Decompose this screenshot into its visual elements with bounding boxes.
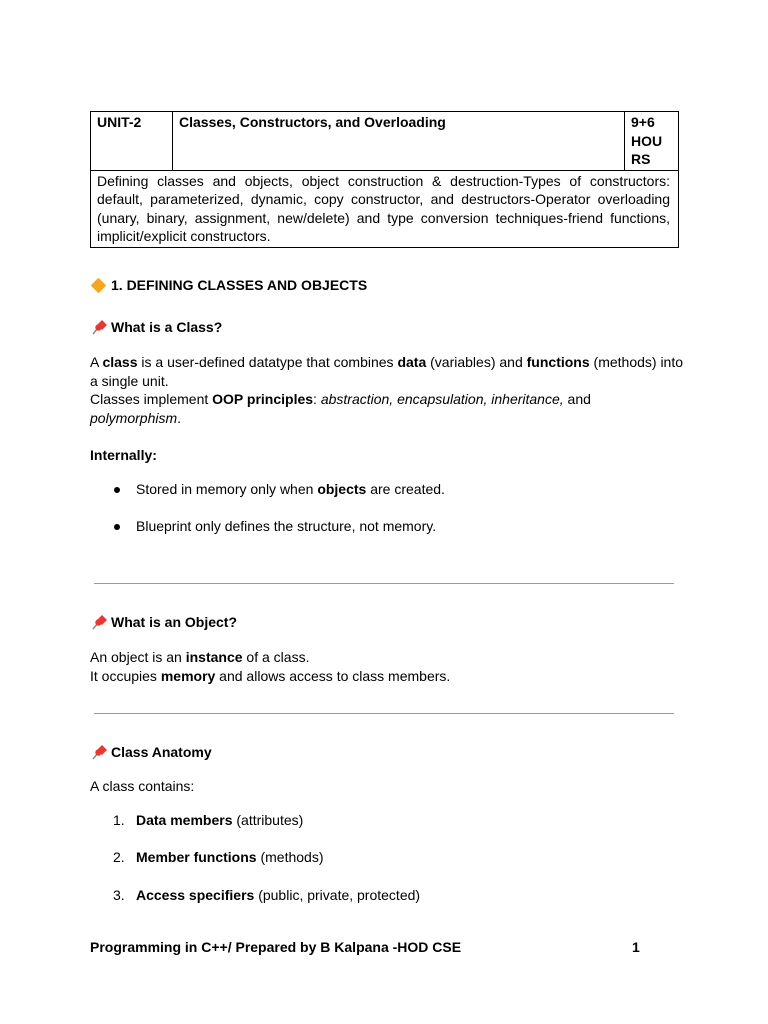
unit-hours-line2: HOU [631, 132, 663, 149]
bold-term-objects: objects [317, 481, 367, 497]
unit-description: Defining classes and objects, object construction & destruction-Types of constructors: default, parameterized, dynamic, copy constructor, and destructors-Operator overloading (unary, binary, assignment, new/delete) and type conversion techniques-friend functions, implicit/explicit constructors. [91, 170, 679, 247]
heading-text: What is an Object? [111, 614, 238, 630]
unit-title: Classes, Constructors, and Overloading [173, 112, 625, 171]
section-heading-defining-classes [90, 276, 367, 295]
heading-what-is-class [90, 318, 222, 337]
class-definition-line2: a single unit. [90, 373, 169, 389]
list-item [136, 811, 303, 830]
internally-label: Internally: [90, 447, 157, 463]
text-run: A [90, 354, 103, 370]
pushpin-icon [90, 319, 108, 335]
italic-polymorphism: polymorphism [90, 410, 178, 426]
oop-principles-line2 [90, 409, 690, 428]
bullet-item-2: Blueprint only defines the structure, not memory. [136, 518, 437, 534]
text-run: It occupies [90, 668, 161, 684]
text-run: and [563, 391, 591, 407]
list-item [136, 886, 420, 905]
bold-term: Data members [136, 812, 233, 828]
bullet-dot [114, 487, 120, 493]
section-heading-text: 1. DEFINING CLASSES AND OBJECTS [111, 277, 368, 293]
bold-term-oop: OOP principles [212, 391, 314, 407]
class-anatomy-intro: A class contains: [90, 778, 195, 794]
orange-diamond-icon [91, 278, 107, 294]
text-run: : [313, 391, 321, 407]
list-number: 1. [113, 812, 125, 828]
unit-table [90, 111, 679, 248]
heading-what-is-object [90, 613, 237, 632]
oop-principles-paragraph [90, 390, 690, 428]
unit-hours-line1: 9+6 [631, 114, 655, 130]
bold-term-instance: instance [185, 649, 243, 665]
horizontal-divider [94, 713, 674, 714]
text-run: (methods) into [589, 354, 684, 370]
text-run: . [177, 410, 182, 426]
unit-hours-line3: RS [631, 151, 651, 167]
bullet-dot [114, 524, 120, 530]
bullet-item-1 [136, 480, 445, 499]
text-run: (attributes) [232, 812, 304, 828]
heading-text: What is a Class? [111, 319, 223, 335]
page-number: 1 [632, 939, 640, 955]
class-definition-paragraph [90, 353, 690, 391]
object-definition-paragraph [90, 648, 690, 686]
pushpin-icon [90, 744, 108, 760]
bold-term-memory: memory [160, 668, 216, 684]
text-run: (methods) [256, 849, 324, 865]
heading-text: Class Anatomy [111, 744, 212, 760]
bold-term-data: data [397, 354, 427, 370]
bold-term-functions: functions [526, 354, 590, 370]
pushpin-icon [90, 614, 108, 630]
text-run: and allows access to class members. [215, 668, 451, 684]
list-number: 2. [113, 849, 125, 865]
unit-number: UNIT-2 [91, 112, 173, 171]
unit-hours [625, 112, 679, 171]
page-footer: Programming in C++/ Prepared by B Kalpana -HOD CSE [90, 939, 462, 955]
text-run: of a class. [242, 649, 310, 665]
class-definition-line1 [90, 353, 690, 372]
text-run: are created. [366, 481, 445, 497]
text-run: Classes implement [90, 391, 213, 407]
list-item [136, 848, 324, 867]
horizontal-divider [94, 583, 674, 584]
list-number: 3. [113, 887, 125, 903]
bold-term: Member functions [136, 849, 257, 865]
text-run: Stored in memory only when [136, 481, 318, 497]
text-run: (variables) and [426, 354, 527, 370]
bold-term-class: class [102, 354, 138, 370]
heading-class-anatomy [90, 743, 212, 762]
bold-term: Access specifiers [136, 887, 255, 903]
object-definition-line1 [90, 648, 690, 667]
italic-principles: abstraction, encapsulation, inheritance, [320, 391, 564, 407]
unit-header-row [91, 112, 679, 171]
unit-description-row [91, 170, 679, 247]
oop-principles-line1 [90, 390, 690, 409]
text-run: is a user-defined datatype that combines [137, 354, 398, 370]
text-run: (public, private, protected) [254, 887, 421, 903]
object-definition-line2 [90, 667, 690, 686]
text-run: An object is an [90, 649, 186, 665]
